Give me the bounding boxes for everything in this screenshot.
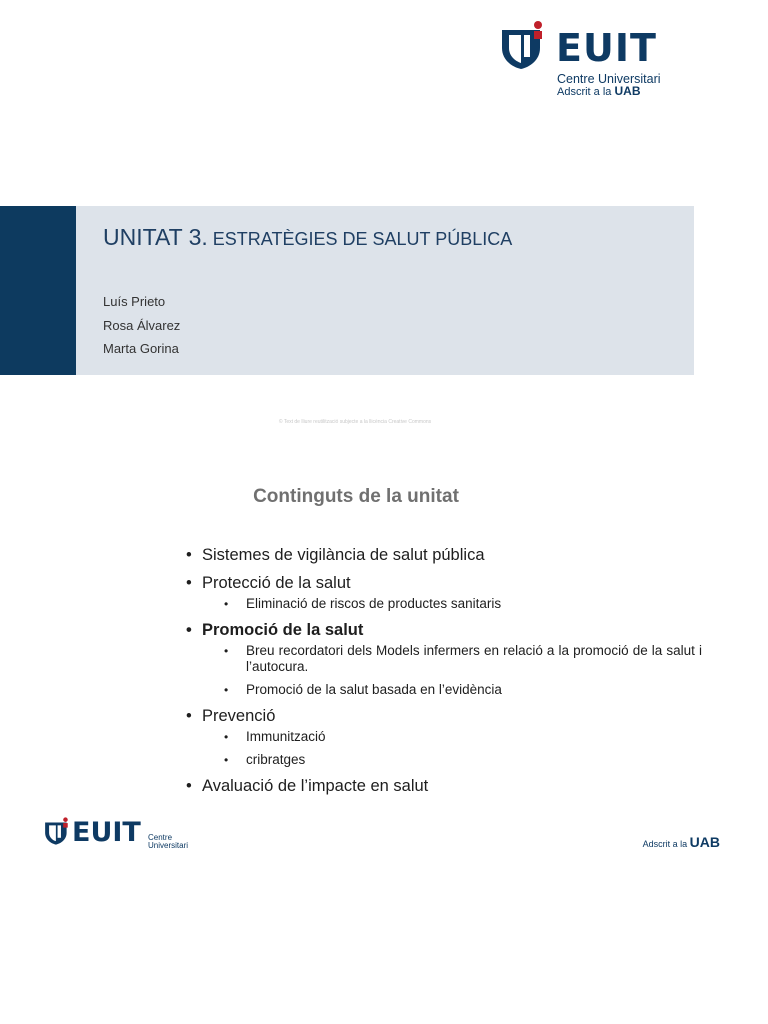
contents-sublist	[202, 729, 702, 768]
contents-sublist	[202, 643, 702, 698]
title-banner	[76, 206, 694, 375]
author-name: Luís Prieto	[103, 294, 166, 309]
contents-item-label: Protecció de la salut	[202, 574, 351, 592]
footer-euit-shield-icon	[44, 812, 70, 850]
contents-subitem: • Promoció de la salut basada en l’evidència	[218, 682, 702, 698]
centre-universitari-text: Centre Universitari	[557, 72, 661, 86]
euit-shield-icon	[500, 20, 546, 70]
adscrit-text	[557, 85, 640, 99]
footer-euit-logo	[44, 812, 204, 854]
authors-list	[103, 290, 180, 361]
footer-centre-text: Centre	[148, 833, 173, 842]
contents-item	[186, 705, 702, 768]
contents-sublist	[202, 596, 702, 612]
contents-subitem: • Eliminació de riscos de productes sanitaris	[218, 596, 702, 612]
contents-item-label: Sistemes de vigilància de salut pública	[202, 546, 485, 564]
footer-brand-text: EUIT	[72, 817, 141, 848]
contents-item-label: Promoció de la salut	[202, 621, 364, 639]
footer-uab-text: UAB	[689, 834, 720, 850]
banner-accent-bar	[0, 206, 76, 375]
footer-adscrit-prefix: Adscrit a la	[642, 839, 688, 849]
uab-text: UAB	[614, 84, 641, 98]
euit-logo	[500, 18, 690, 98]
contents-item	[186, 572, 702, 612]
license-note: © Text de lliure reutilització subjecte a la llicència Creative Commons	[278, 419, 432, 425]
contents-heading: Continguts de la unitat	[253, 486, 459, 507]
contents-list	[186, 544, 702, 803]
contents-item-label: Prevenció	[202, 707, 276, 725]
adscrit-prefix: Adscrit a la	[557, 86, 612, 98]
unit-title-rest: ESTRATÈGIES DE SALUT PÚBLICA	[207, 229, 513, 249]
unit-title-main: UNITAT 3.	[103, 224, 208, 250]
contents-item	[186, 544, 702, 566]
contents-item	[186, 619, 702, 698]
author-name: Marta Gorina	[103, 341, 179, 356]
footer-universitari-text: Universitari	[148, 841, 189, 850]
contents-subitem: • Breu recordatori dels Models infermers en relació a la promoció de la salut i l’autocura.	[218, 643, 702, 675]
contents-subitem: • Immunització	[218, 729, 702, 745]
contents-item	[186, 775, 702, 797]
contents-subitem: • cribratges	[218, 752, 702, 768]
footer-adscrit-uab	[643, 834, 720, 850]
contents-item-label: Avaluació de l’impacte en salut	[202, 777, 429, 795]
unit-title	[103, 224, 512, 251]
euit-brand-text: EUIT	[556, 26, 657, 70]
author-name: Rosa Álvarez	[103, 317, 181, 333]
